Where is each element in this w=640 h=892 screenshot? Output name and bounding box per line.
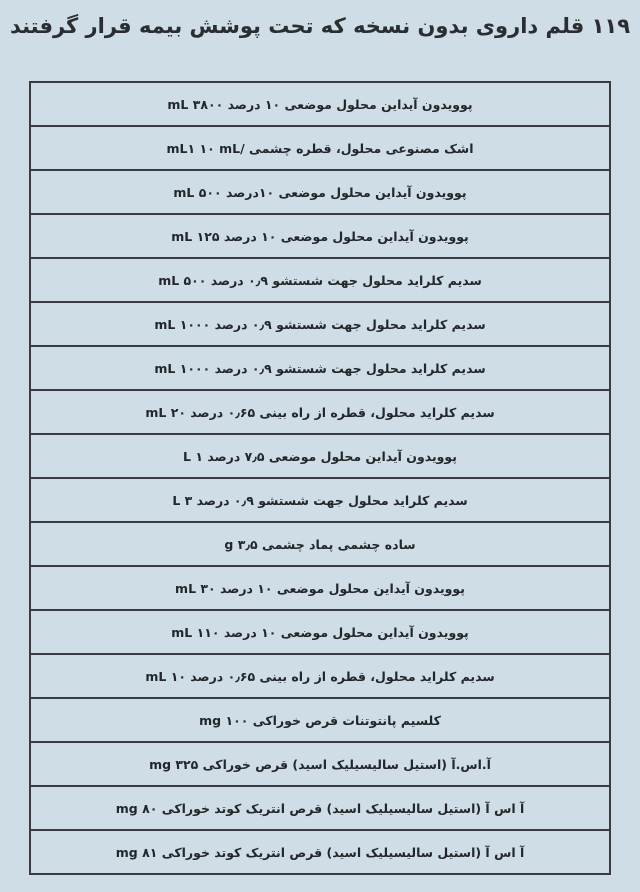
drug-item-label: سدیم کلراید محلول، قطره از راه بینی ۰٫۶۵ درصد ۲۰ mL bbox=[145, 404, 495, 420]
drug-item-label: آ اس آ (استیل سالیسیلیک اسید) قرص انتریک کوتد خوراکی ۸۱ mg bbox=[115, 844, 525, 860]
table-row bbox=[31, 347, 609, 391]
table-row bbox=[31, 127, 609, 171]
drug-item-label: آ اس آ (استیل سالیسیلیک اسید) قرص انتریک کوتد خوراکی ۸۰ mg bbox=[115, 800, 525, 816]
table-row bbox=[31, 743, 609, 787]
drug-item-label: سدیم کلراید محلول جهت شستشو ۰٫۹ درصد ۱۰۰۰ mL bbox=[154, 316, 486, 332]
table-row bbox=[31, 831, 609, 873]
table-row bbox=[31, 699, 609, 743]
drug-item-label: پوویدون آیداین محلول موضعی ۱۰ درصد ۳۰ mL bbox=[175, 580, 465, 596]
drug-item-label: ساده چشمی پماد چشمی ۳٫۵ g bbox=[224, 536, 416, 552]
table-row bbox=[31, 435, 609, 479]
table-row bbox=[31, 611, 609, 655]
page-title: ۱۱۹ قلم داروی بدون نسخه که تحت پوشش بیمه قرار گرفتند bbox=[9, 14, 631, 38]
table-row bbox=[31, 83, 609, 127]
table-row bbox=[31, 567, 609, 611]
drug-item-label: پوویدون آیداین محلول موضعی ۱۰درصد ۵۰۰ mL bbox=[173, 184, 467, 200]
drug-item-label: سدیم کلراید محلول، قطره از راه بینی ۰٫۶۵ درصد ۱۰ mL bbox=[145, 668, 495, 684]
table-row bbox=[31, 787, 609, 831]
table-row bbox=[31, 171, 609, 215]
drug-item-label: کلسیم پانتوتنات قرص خوراکی ۱۰۰ mg bbox=[199, 712, 441, 728]
drug-item-label: پوویدون آیداین محلول موضعی ۷٫۵ درصد ۱ L bbox=[183, 448, 457, 464]
table-row bbox=[31, 523, 609, 567]
table-row bbox=[31, 391, 609, 435]
drug-item-label: اشک مصنوعی محلول، قطره چشمی /mL۱ ۱۰ mL bbox=[166, 140, 474, 156]
drug-item-label: آ.اس.آ (استیل سالیسیلیک اسید) قرص خوراکی ۳۲۵ mg bbox=[149, 756, 491, 772]
drug-item-label: سدیم کلراید محلول جهت شستشو ۰٫۹ درصد ۱۰۰۰ mL bbox=[154, 360, 486, 376]
drug-item-label: سدیم کلراید محلول جهت شستشو ۰٫۹ درصد ۳ L bbox=[172, 492, 468, 508]
drug-table bbox=[29, 81, 611, 875]
drug-item-label: پوویدون آیداین محلول موضعی ۱۰ درصد ۱۲۵ mL bbox=[171, 228, 469, 244]
table-row bbox=[31, 259, 609, 303]
drug-item-label: پوویدون آیداین محلول موضعی ۱۰ درصد ۱۱۰ mL bbox=[171, 624, 469, 640]
table-row bbox=[31, 479, 609, 523]
drug-item-label: سدیم کلراید محلول جهت شستشو ۰٫۹ درصد ۵۰۰ mL bbox=[158, 272, 482, 288]
table-row bbox=[31, 655, 609, 699]
table-row bbox=[31, 215, 609, 259]
drug-item-label: پوویدون آیداین محلول موضعی ۱۰ درصد ۳۸۰۰ mL bbox=[167, 96, 473, 112]
table-row bbox=[31, 303, 609, 347]
